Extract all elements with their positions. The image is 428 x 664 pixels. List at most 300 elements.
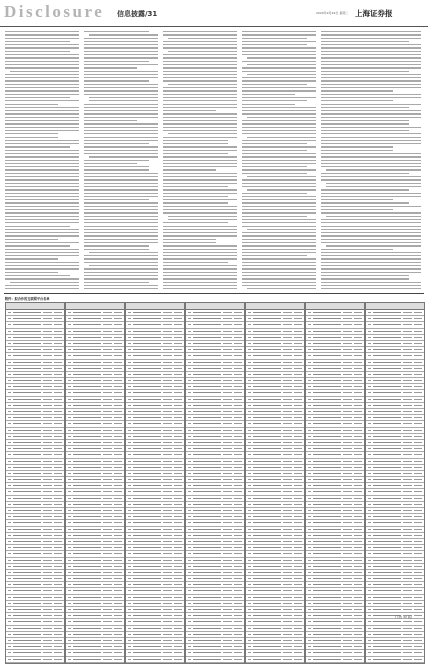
table-cell bbox=[253, 355, 281, 356]
table-cell bbox=[174, 578, 182, 579]
table-cell bbox=[133, 504, 161, 505]
text-line bbox=[321, 278, 409, 279]
text-line bbox=[5, 77, 79, 78]
text-line bbox=[5, 202, 79, 203]
text-line bbox=[5, 222, 79, 223]
table-cell bbox=[128, 553, 131, 554]
table-cell bbox=[313, 640, 341, 641]
table-cell bbox=[54, 560, 62, 561]
text-column-1 bbox=[5, 31, 79, 291]
table-cell bbox=[368, 436, 371, 437]
text-line bbox=[321, 74, 421, 75]
table-cell bbox=[68, 572, 71, 573]
text-line bbox=[163, 67, 237, 68]
table-cell bbox=[103, 491, 112, 492]
table-cell bbox=[234, 652, 242, 653]
table-cell bbox=[223, 473, 232, 474]
table-cell bbox=[343, 331, 352, 332]
table-cell bbox=[68, 442, 71, 443]
table-header-row bbox=[246, 303, 304, 310]
table-cell bbox=[114, 584, 122, 585]
text-line bbox=[163, 104, 237, 105]
table-cell bbox=[294, 529, 302, 530]
table-cell bbox=[354, 634, 362, 635]
table-cell bbox=[114, 491, 122, 492]
text-line bbox=[242, 54, 316, 55]
table-cell bbox=[8, 479, 11, 480]
table-cell bbox=[13, 405, 41, 406]
table-cell bbox=[368, 615, 371, 616]
table-cell bbox=[253, 491, 281, 492]
text-line bbox=[5, 252, 79, 253]
text-line bbox=[321, 202, 409, 203]
text-line bbox=[242, 219, 316, 220]
table-cell bbox=[343, 547, 352, 548]
table-cell bbox=[128, 461, 131, 462]
table-cell bbox=[368, 343, 371, 344]
text-column-2 bbox=[84, 31, 158, 291]
table-cell bbox=[234, 467, 242, 468]
table-cell bbox=[248, 392, 251, 393]
table-cell bbox=[133, 609, 161, 610]
table-cell bbox=[188, 461, 191, 462]
table-cell bbox=[354, 609, 362, 610]
table-cell bbox=[174, 516, 182, 517]
text-line bbox=[321, 242, 421, 243]
table-cell bbox=[308, 491, 311, 492]
table-cell bbox=[54, 386, 62, 387]
table-cell bbox=[234, 603, 242, 604]
table-cell bbox=[223, 467, 232, 468]
text-line bbox=[247, 229, 316, 230]
table-cell bbox=[234, 324, 242, 325]
table-cell bbox=[54, 485, 62, 486]
table-header-row bbox=[306, 303, 364, 310]
table-cell bbox=[128, 355, 131, 356]
table-cell bbox=[414, 423, 422, 424]
table-cell bbox=[133, 578, 161, 579]
text-line bbox=[5, 193, 79, 194]
table-cell bbox=[68, 423, 71, 424]
table-cell bbox=[253, 362, 281, 363]
table-cell bbox=[373, 430, 401, 431]
text-line bbox=[321, 249, 393, 250]
text-line bbox=[321, 104, 421, 105]
table-cell bbox=[403, 547, 412, 548]
table-cell bbox=[308, 597, 311, 598]
table-cell bbox=[368, 430, 371, 431]
table-cell bbox=[103, 386, 112, 387]
table-cell bbox=[403, 392, 412, 393]
table-cell bbox=[368, 516, 371, 517]
table-cell bbox=[234, 411, 242, 412]
table-cell bbox=[114, 510, 122, 511]
table-cell bbox=[283, 355, 292, 356]
table-cell bbox=[114, 535, 122, 536]
table-cell bbox=[403, 337, 412, 338]
table-cell bbox=[403, 436, 412, 437]
table-cell bbox=[313, 609, 341, 610]
table-cell bbox=[68, 553, 71, 554]
table-cell bbox=[163, 448, 172, 449]
table-cell bbox=[128, 522, 131, 523]
table-row bbox=[246, 657, 304, 663]
table-cell bbox=[163, 553, 172, 554]
text-line bbox=[242, 268, 316, 269]
table-cell bbox=[313, 628, 341, 629]
table-cell bbox=[114, 615, 122, 616]
table-cell bbox=[73, 430, 101, 431]
table-cell bbox=[133, 652, 161, 653]
text-line bbox=[321, 47, 421, 48]
text-line bbox=[5, 199, 79, 200]
table-cell bbox=[313, 436, 341, 437]
text-line bbox=[84, 212, 158, 213]
table-cell bbox=[163, 541, 172, 542]
table-cell bbox=[133, 405, 161, 406]
table-cell bbox=[54, 436, 62, 437]
text-line bbox=[5, 226, 70, 227]
table-cell bbox=[163, 659, 172, 660]
table-cell bbox=[294, 652, 302, 653]
text-line bbox=[163, 262, 228, 263]
table-cell bbox=[133, 318, 161, 319]
page-header bbox=[0, 0, 428, 27]
table-cell bbox=[8, 609, 11, 610]
text-line bbox=[163, 160, 237, 161]
table-cell bbox=[373, 386, 401, 387]
text-line bbox=[321, 222, 421, 223]
text-line bbox=[163, 34, 237, 35]
table-cell bbox=[163, 560, 172, 561]
table-cell bbox=[248, 467, 251, 468]
table-cell bbox=[43, 485, 52, 486]
table-cell bbox=[368, 640, 371, 641]
text-line bbox=[242, 255, 307, 256]
text-line bbox=[321, 130, 409, 131]
table-cell bbox=[128, 448, 131, 449]
table-cell bbox=[193, 368, 221, 369]
table-cell bbox=[188, 659, 191, 660]
table-cell bbox=[308, 578, 311, 579]
table-cell bbox=[128, 615, 131, 616]
text-line bbox=[247, 288, 316, 289]
table-cell bbox=[8, 380, 11, 381]
table-cell bbox=[313, 603, 341, 604]
table-cell bbox=[43, 516, 52, 517]
table-cell bbox=[223, 553, 232, 554]
text-line bbox=[163, 113, 237, 114]
text-line bbox=[321, 140, 421, 141]
table-cell bbox=[103, 411, 112, 412]
table-cell bbox=[283, 448, 292, 449]
table-cell bbox=[283, 331, 292, 332]
table-cell bbox=[373, 442, 401, 443]
text-line bbox=[163, 90, 237, 91]
table-cell bbox=[234, 423, 242, 424]
table-cell bbox=[248, 417, 251, 418]
table-cell bbox=[73, 324, 101, 325]
text-line bbox=[321, 268, 421, 269]
table-cell bbox=[43, 473, 52, 474]
text-line bbox=[163, 183, 237, 184]
newspaper-name: 上海证券报 bbox=[355, 9, 393, 18]
table-cell bbox=[343, 473, 352, 474]
table-cell bbox=[403, 491, 412, 492]
text-line bbox=[321, 107, 409, 108]
text-line bbox=[5, 288, 79, 289]
table-cell bbox=[234, 343, 242, 344]
table-cell bbox=[174, 423, 182, 424]
table-cell bbox=[128, 504, 131, 505]
table-cell bbox=[313, 479, 341, 480]
table-cell bbox=[54, 318, 62, 319]
table-cell bbox=[373, 467, 401, 468]
table-cell bbox=[343, 436, 352, 437]
text-line bbox=[89, 156, 158, 157]
text-line bbox=[84, 74, 158, 75]
table-cell bbox=[223, 628, 232, 629]
table-cell bbox=[308, 529, 311, 530]
table-cell bbox=[253, 485, 281, 486]
table-cell bbox=[308, 646, 311, 647]
table-cell bbox=[103, 473, 112, 474]
table-cell bbox=[313, 529, 341, 530]
text-line bbox=[321, 258, 421, 259]
table-cell bbox=[253, 529, 281, 530]
table-cell bbox=[114, 436, 122, 437]
text-line bbox=[242, 206, 316, 207]
table-cell bbox=[193, 436, 221, 437]
table-cell bbox=[54, 510, 62, 511]
table-cell bbox=[414, 349, 422, 350]
table-cell bbox=[308, 473, 311, 474]
text-line bbox=[84, 120, 137, 121]
table-cell bbox=[253, 436, 281, 437]
table-cell bbox=[368, 541, 371, 542]
table-cell bbox=[294, 473, 302, 474]
text-line bbox=[163, 117, 237, 118]
table-cell bbox=[253, 578, 281, 579]
table-cell bbox=[223, 590, 232, 591]
text-line bbox=[321, 288, 421, 289]
table-cell bbox=[188, 498, 191, 499]
table-cell bbox=[73, 399, 101, 400]
table-cell bbox=[248, 355, 251, 356]
table-cell bbox=[343, 312, 352, 313]
table-cell bbox=[43, 541, 52, 542]
table-cell bbox=[188, 331, 191, 332]
table-cell bbox=[234, 312, 242, 313]
text-line bbox=[326, 245, 421, 246]
table-cell bbox=[294, 392, 302, 393]
table-cell bbox=[373, 374, 401, 375]
table-cell bbox=[114, 578, 122, 579]
text-line bbox=[242, 166, 307, 167]
table-cell bbox=[313, 621, 341, 622]
table-cell bbox=[54, 640, 62, 641]
table-cell bbox=[163, 386, 172, 387]
text-line bbox=[321, 199, 393, 200]
text-line bbox=[242, 47, 316, 48]
table-cell bbox=[73, 374, 101, 375]
table-cell bbox=[114, 659, 122, 660]
table-cell bbox=[248, 461, 251, 462]
table-cell bbox=[403, 386, 412, 387]
table-cell bbox=[174, 343, 182, 344]
text-line bbox=[84, 278, 158, 279]
table-cell bbox=[193, 603, 221, 604]
table-cell bbox=[283, 318, 292, 319]
text-line bbox=[168, 84, 237, 85]
table-cell bbox=[343, 318, 352, 319]
table-cell bbox=[343, 646, 352, 647]
text-line bbox=[163, 239, 216, 240]
table-cell bbox=[68, 355, 71, 356]
text-line bbox=[321, 110, 421, 111]
table-cell bbox=[223, 504, 232, 505]
table-cell bbox=[283, 380, 292, 381]
table-cell bbox=[403, 646, 412, 647]
text-line bbox=[321, 90, 393, 91]
table-cell bbox=[294, 343, 302, 344]
table-cell bbox=[308, 405, 311, 406]
table-cell bbox=[253, 374, 281, 375]
table-cell bbox=[283, 349, 292, 350]
table-cell bbox=[308, 479, 311, 480]
table-cell bbox=[103, 337, 112, 338]
table-row bbox=[66, 657, 124, 663]
table-cell bbox=[368, 461, 371, 462]
table-cell bbox=[193, 535, 221, 536]
table-cell bbox=[68, 467, 71, 468]
text-line bbox=[84, 133, 158, 134]
table-cell bbox=[68, 566, 71, 567]
table-cell bbox=[308, 541, 311, 542]
table-cell bbox=[234, 572, 242, 573]
table-cell bbox=[13, 442, 41, 443]
table-cell bbox=[313, 392, 341, 393]
table-cell bbox=[193, 547, 221, 548]
table-cell bbox=[368, 584, 371, 585]
table-cell bbox=[234, 516, 242, 517]
table-cell bbox=[188, 634, 191, 635]
table-cell bbox=[133, 392, 161, 393]
table-cell bbox=[73, 522, 101, 523]
text-line bbox=[242, 186, 316, 187]
table-cell bbox=[223, 572, 232, 573]
table-cell bbox=[114, 392, 122, 393]
table-cell bbox=[163, 392, 172, 393]
table-cell bbox=[13, 603, 41, 604]
table-cell bbox=[343, 535, 352, 536]
table-cell bbox=[193, 485, 221, 486]
text-line bbox=[321, 196, 421, 197]
table-cell bbox=[13, 652, 41, 653]
table-cell bbox=[133, 442, 161, 443]
text-line bbox=[242, 80, 316, 81]
table-cell bbox=[103, 423, 112, 424]
table-cell bbox=[128, 516, 131, 517]
table-cell bbox=[354, 368, 362, 369]
table-cell bbox=[248, 386, 251, 387]
table-cell bbox=[128, 454, 131, 455]
table-cell bbox=[103, 498, 112, 499]
table-cell bbox=[223, 584, 232, 585]
table-cell bbox=[68, 312, 71, 313]
table-cell bbox=[8, 485, 11, 486]
table-cell bbox=[308, 337, 311, 338]
table-cell bbox=[13, 324, 41, 325]
table-cell bbox=[128, 349, 131, 350]
table-cell bbox=[73, 337, 101, 338]
table-cell bbox=[403, 516, 412, 517]
table-cell bbox=[368, 566, 371, 567]
table-cell bbox=[174, 467, 182, 468]
table-cell bbox=[163, 529, 172, 530]
table-cell bbox=[373, 504, 401, 505]
table-cell bbox=[13, 312, 41, 313]
text-line bbox=[84, 113, 158, 114]
table-cell bbox=[8, 355, 11, 356]
text-column-5 bbox=[321, 31, 421, 291]
table-cell bbox=[128, 652, 131, 653]
table-cell bbox=[223, 621, 232, 622]
table-cell bbox=[308, 584, 311, 585]
table-cell bbox=[128, 324, 131, 325]
table-cell bbox=[283, 324, 292, 325]
table-row bbox=[126, 657, 184, 663]
text-line bbox=[321, 193, 421, 194]
table-cell bbox=[8, 634, 11, 635]
text-line bbox=[321, 282, 421, 283]
table-cell bbox=[373, 572, 401, 573]
table-cell bbox=[68, 615, 71, 616]
text-line bbox=[84, 146, 158, 147]
text-line bbox=[5, 265, 79, 266]
table-cell bbox=[283, 399, 292, 400]
table-cell bbox=[403, 331, 412, 332]
table-cell bbox=[114, 343, 122, 344]
text-line bbox=[242, 113, 316, 114]
table-cell bbox=[248, 405, 251, 406]
text-line bbox=[242, 153, 316, 154]
table-cell bbox=[308, 504, 311, 505]
table-cell bbox=[73, 331, 101, 332]
text-column-4 bbox=[242, 31, 316, 291]
text-line bbox=[321, 229, 421, 230]
table-cell bbox=[114, 349, 122, 350]
table-cell bbox=[188, 343, 191, 344]
table-cell bbox=[174, 405, 182, 406]
table-cell bbox=[13, 337, 41, 338]
text-line bbox=[163, 97, 237, 98]
table-cell bbox=[234, 485, 242, 486]
table-cell bbox=[308, 628, 311, 629]
table-cell bbox=[73, 578, 101, 579]
text-line bbox=[5, 245, 70, 246]
text-line bbox=[242, 104, 295, 105]
table-cell bbox=[253, 535, 281, 536]
table-cell bbox=[368, 318, 371, 319]
table-cell bbox=[114, 423, 122, 424]
table-cell bbox=[13, 374, 41, 375]
table-cell bbox=[114, 640, 122, 641]
table-cell bbox=[128, 417, 131, 418]
table-cell bbox=[73, 318, 101, 319]
table-cell bbox=[248, 312, 251, 313]
text-line bbox=[242, 127, 316, 128]
